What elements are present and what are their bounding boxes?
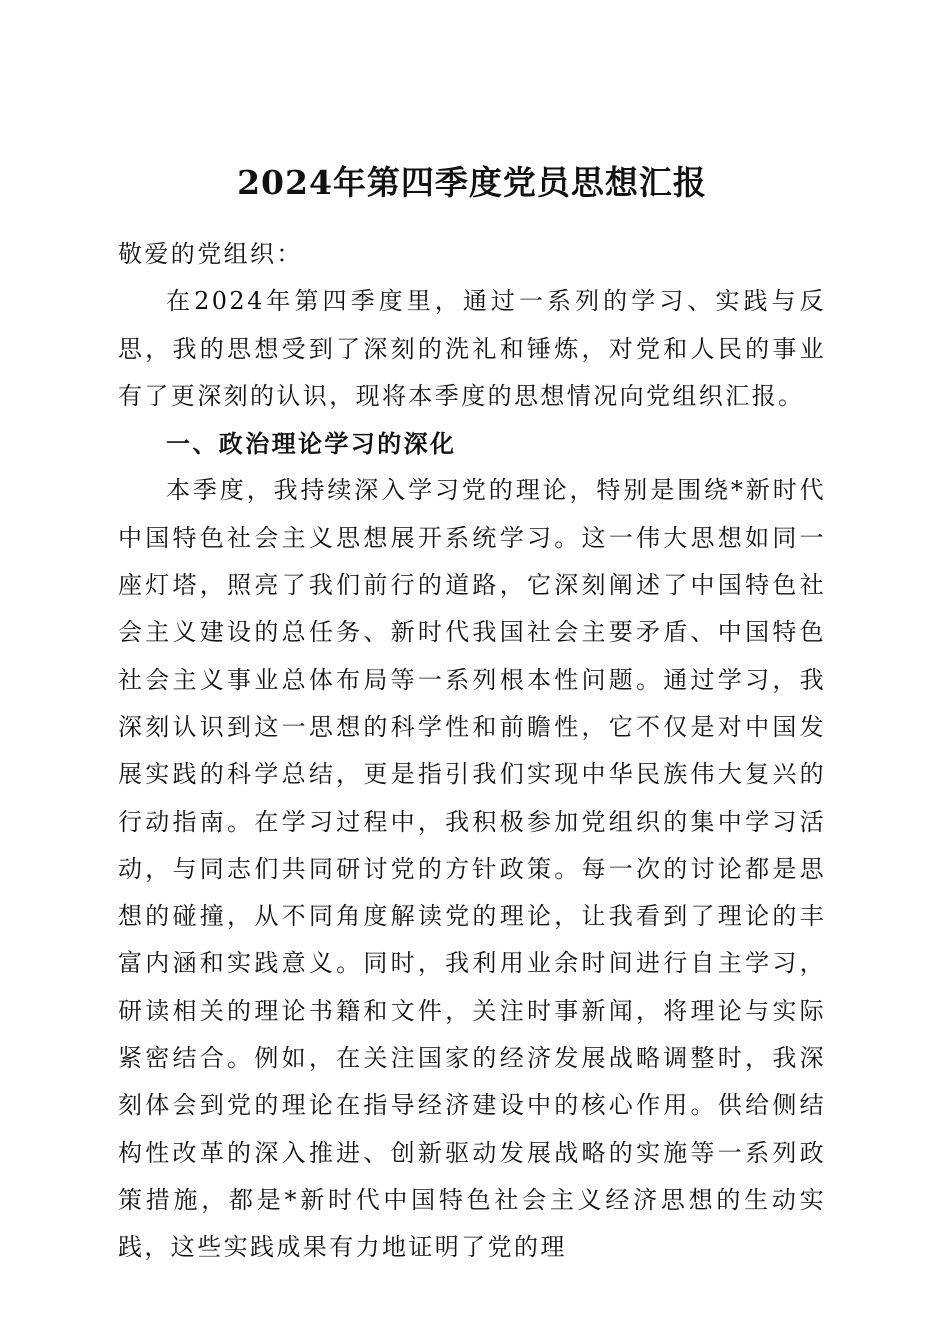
section-heading: 一、政治理论学习的深化 [166,429,457,459]
document-body [118,231,826,1272]
intro-paragraph: 在2024年第四季度里，通过一系列的学习、实践与反思，我的思想受到了深刻的洗礼和锤炼，对党和人民的事业有了更深刻的认识，现将本季度的思想情况向党组织汇报。 [118,287,826,410]
section-paragraph: 本季度，我持续深入学习党的理论，特别是围绕*新时代中国特色社会主义思想展开系统学习。这一伟大思想如同一座灯塔，照亮了我们前行的道路，它深刻阐述了中国特色社会主义建设的总任务、新时代我国社会主要矛盾、中国特色社会主义事业总体布局等一系列根本性问题。通过学习，我深刻认识到这一思想的科学性和前瞻性，它不仅是对中国发展实践的科学总结，更是指引我们实现中华民族伟大复兴的行动指南。在学习过程中，我积极参加党组织的集中学习活动，与同志们共同研讨党的方针政策。每一次的讨论都是思想的碰撞，从不同角度解读党的理论，让我看到了理论的丰富内涵和实践意义。同时，我利用业余时间进行自主学习，研读相关的理论书籍和文件，关注时事新闻，将理论与实际紧密结合。例如，在关注国家的经济发展战略调整时，我深刻体会到党的理论在指导经济建设中的核心作用。供给侧结构性改革的深入推进、创新驱动发展战略的实施等一系列政策措施，都是*新时代中国特色社会主义经济思想的生动实践，这些实践成果有力地证明了党的理 [118,476,826,1262]
document-title: 2024年第四季度党员思想汇报 [237,163,707,203]
salutation: 敬爱的党组织： [118,240,303,268]
